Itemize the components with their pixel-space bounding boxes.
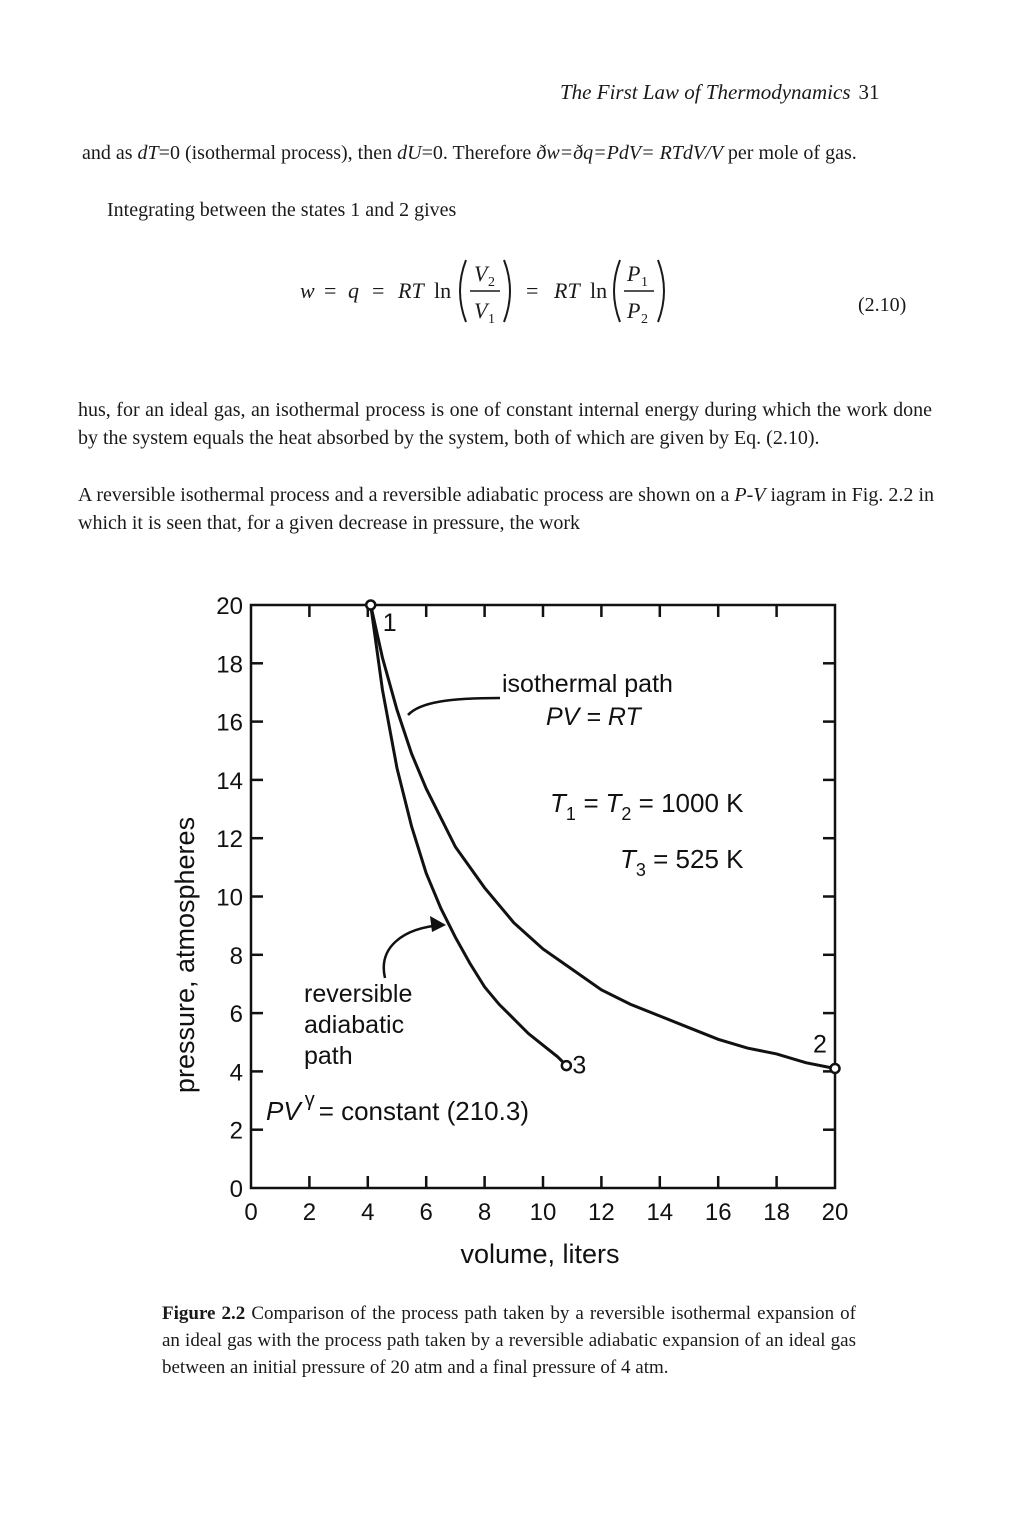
t3-sub: 3 (635, 860, 646, 880)
adia-eq-rest: = constant (210.3) (318, 1096, 529, 1126)
eq-w: w (300, 278, 315, 303)
y-tick-label: 4 (229, 1059, 243, 1087)
annotation-adiabatic-line-1: reversible (304, 980, 413, 1008)
y-tick-label: 12 (216, 826, 243, 854)
equation-2-10 (300, 254, 690, 326)
caption-label: Figure 2.2 (162, 1303, 246, 1324)
annotation-isothermal-label: isothermal path (502, 670, 673, 698)
t2-sub: 2 (621, 804, 632, 824)
eq-paren-close-1 (504, 260, 510, 322)
x-tick-label: 4 (361, 1199, 375, 1226)
page-number: 31 (858, 80, 880, 104)
adiabatic-pointer-line (384, 925, 442, 978)
eq-paren-open-2 (614, 260, 620, 322)
eq-p2-sub: 2 (641, 312, 648, 326)
equation-number: (2.10) (858, 294, 907, 316)
eq-equals-2: = (372, 278, 385, 303)
p4-text-a: A reversible isothermal process and a reversible adiabatic process are shown on a (78, 484, 735, 506)
paragraph-2: Integrating between the states 1 and 2 gives (107, 199, 457, 221)
y-tick-label: 16 (216, 709, 243, 737)
x-tick-label: 6 (419, 1199, 433, 1226)
x-tick-label: 8 (477, 1199, 492, 1226)
y-tick-label: 6 (229, 1001, 243, 1029)
eq-q: q (348, 278, 359, 303)
adia-eq-pv: PV (266, 1096, 301, 1126)
y-tick-label: 10 (216, 884, 243, 912)
eq-rt-1: RT (398, 278, 424, 303)
figure-2-2-chart (150, 580, 890, 1280)
p1-expression: ðw=ðq=PdV= RTdV/V (536, 142, 723, 164)
caption-text: Comparison of the process path taken by a reversible isothermal expansion of an ideal gas with the process path taken by a reversible adiabatic expansion of an ideal gas between an initial pressure of 20 atm and a final pressure of 4 atm. (162, 1303, 856, 1378)
eq-p2: P (627, 298, 641, 323)
x-tick-label: 18 (763, 1199, 790, 1226)
annotation-adiabatic-eq (266, 1089, 529, 1126)
figure-caption (162, 1300, 856, 1381)
x-tick-label: 10 (529, 1199, 557, 1226)
x-tick-label: 20 (821, 1199, 849, 1226)
eq-p1: P (627, 261, 641, 286)
state-point-1 (366, 601, 375, 610)
running-title: The First Law of Thermodynamics (560, 80, 851, 104)
running-header (560, 80, 930, 105)
eq-v2-sub: 2 (488, 275, 495, 290)
x-tick-label: 16 (704, 1199, 732, 1226)
t1-t2-value: = 1000 K (631, 788, 744, 818)
annotation-temperature-3 (620, 844, 744, 880)
y-tick-label: 8 (229, 942, 243, 970)
y-tick-label: 0 (229, 1176, 243, 1203)
adiabatic-pointer-arrowhead (430, 916, 446, 932)
p1-dU: dU (397, 142, 422, 164)
y-tick-label: 14 (216, 767, 243, 795)
paragraph-4 (78, 481, 934, 537)
eq-v2: V (474, 261, 488, 286)
eq-equals-3: = (526, 278, 539, 303)
eq-ln-1: ln (434, 278, 452, 303)
x-tick-label: 2 (302, 1199, 317, 1226)
eq-v1-sub: 1 (488, 312, 495, 326)
eq-paren-open-1 (460, 260, 466, 322)
annotation-isothermal-eq: PV = RT (546, 703, 641, 731)
eq-ln-2: ln (590, 278, 608, 303)
state-point-label-1: 1 (382, 609, 397, 637)
state-point-label-2: 2 (813, 1030, 827, 1059)
t3-value: = 525 K (645, 844, 744, 874)
state-point-label-3: 3 (572, 1051, 587, 1080)
annotation-adiabatic-line-2: adiabatic (304, 1011, 405, 1039)
x-axis-label: volume, liters (460, 1239, 620, 1269)
p1-text-c: =0. Therefore (421, 142, 537, 164)
paragraph-3: hus, for an ideal gas, an isothermal process is one of constant internal energy during which the work done by the system equals the heat absorbed by the system, both of which are given by Eq. (2.10). (78, 399, 932, 449)
eq-equals-1: = (324, 278, 337, 303)
annotation-temperature-1-2 (550, 788, 744, 824)
p1-text-d: per mole of gas. (722, 142, 857, 164)
eq-p1-sub: 1 (641, 275, 648, 290)
y-tick-label: 18 (216, 651, 243, 679)
x-tick-label: 0 (244, 1199, 258, 1226)
adia-eq-gamma: γ (304, 1089, 315, 1111)
eq-rt-2: RT (554, 278, 580, 303)
x-tick-label: 12 (588, 1199, 615, 1226)
p4-text-b: iagram in Fig. 2.2 in which it is seen that, for a given decrease in pressure, the work (78, 484, 934, 534)
isothermal-pointer-line (408, 698, 500, 715)
state-point-3 (562, 1061, 571, 1070)
annotation-adiabatic-line-3: path (304, 1042, 353, 1070)
x-tick-label: 14 (646, 1199, 674, 1226)
y-tick-label: 20 (216, 593, 243, 620)
t1-symbol: T (550, 788, 566, 818)
p1-dT: dT (137, 142, 159, 164)
t2-symbol: = T (575, 788, 622, 818)
p1-text-a: and as (82, 142, 138, 164)
state-point-2 (831, 1064, 840, 1073)
paragraph-1 (82, 139, 934, 167)
t1-sub: 1 (565, 804, 576, 824)
p1-text-b: =0 (isothermal process), then (158, 142, 398, 164)
eq-v1: V (474, 298, 488, 323)
y-axis-label: pressure, atmospheres (170, 816, 200, 1094)
eq-paren-close-2 (658, 260, 664, 322)
p4-pv: P-V (734, 484, 766, 506)
y-tick-label: 2 (229, 1117, 243, 1145)
t3-symbol: T (620, 844, 636, 874)
